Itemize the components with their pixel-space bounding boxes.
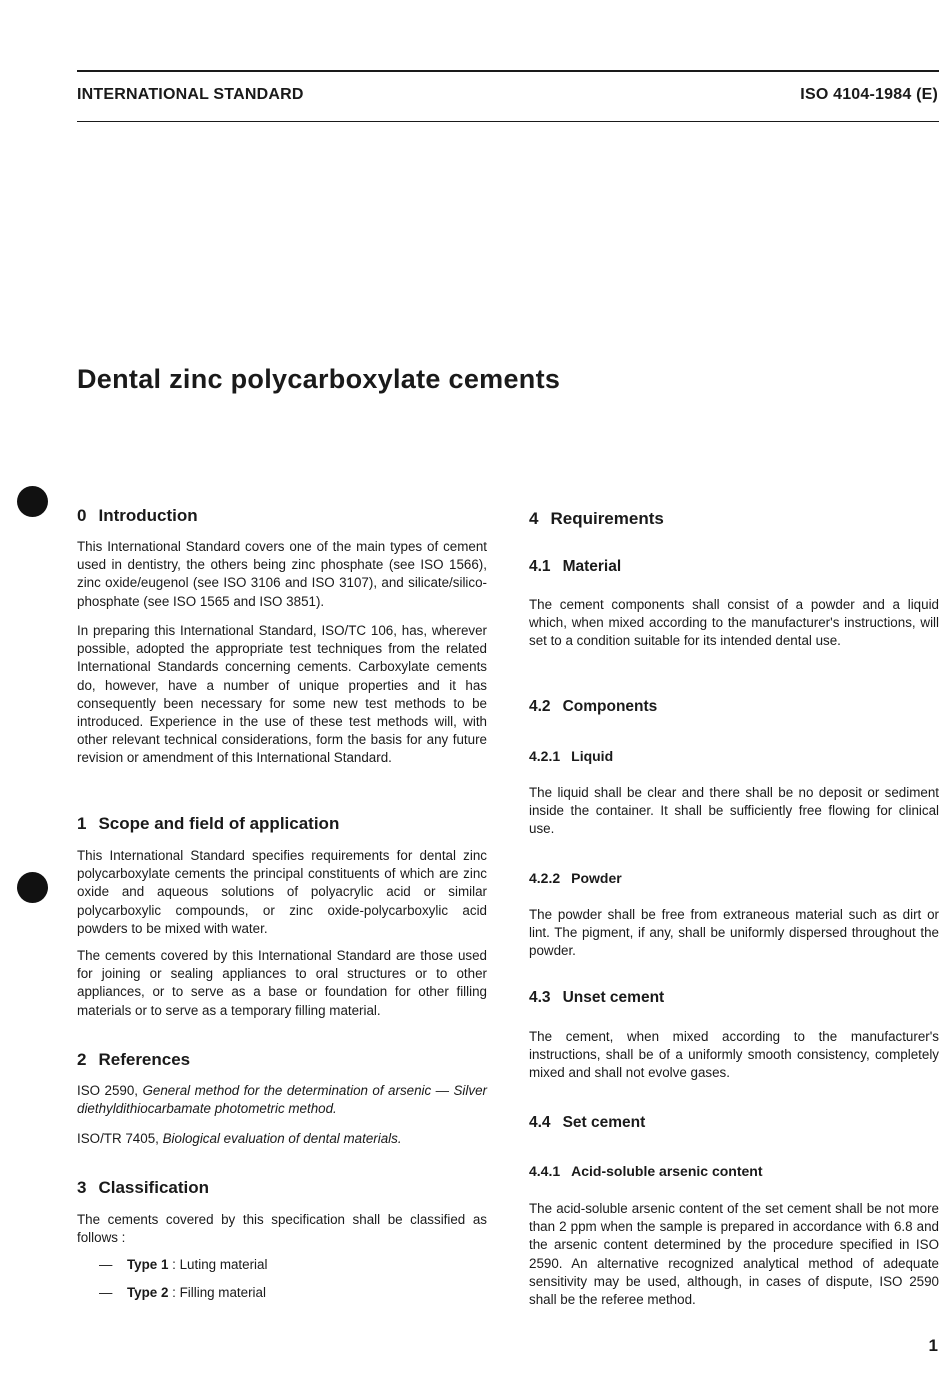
section-number: 1 bbox=[77, 814, 87, 833]
section-1-paragraph-2 bbox=[77, 947, 487, 1020]
section-4-4-1-heading bbox=[529, 1163, 939, 1179]
punch-hole-mark bbox=[17, 872, 48, 903]
section-number: 3 bbox=[77, 1178, 87, 1197]
section-number: 0 bbox=[77, 506, 87, 525]
paragraph-text: The cement, when mixed according to the manufacturer's instructions, shall be of a uniformly smooth consistency, completely mixed and shall not evolve gases. bbox=[529, 1029, 939, 1081]
document-title: Dental zinc polycarboxylate cements bbox=[77, 364, 561, 394]
section-title: Acid-soluble arsenic content bbox=[571, 1163, 763, 1179]
section-title: Components bbox=[562, 698, 658, 715]
type-label: Type 2 bbox=[127, 1285, 169, 1300]
header-top-rule bbox=[77, 70, 939, 72]
reference-title: General method for the determination of arsenic — Silver diethyldithiocarbamate photometric method. bbox=[77, 1083, 487, 1117]
section-4-3-paragraph bbox=[529, 1028, 939, 1083]
section-4-2-1-paragraph bbox=[529, 784, 939, 839]
paragraph-text: The cements covered by this International Standard are those used for joining or sealing appliances to oral structures or to other appliances, or to serve as a base or foundation for other filling materials or to serve as a temporary filling material. bbox=[77, 948, 487, 1018]
section-0-paragraph-2 bbox=[77, 622, 487, 768]
header-bottom-rule bbox=[77, 121, 939, 122]
section-4-4-heading bbox=[529, 1114, 939, 1132]
reference-iso-2590 bbox=[77, 1082, 487, 1118]
section-4-heading bbox=[529, 509, 939, 529]
section-title: Introduction bbox=[98, 506, 198, 525]
section-number: 4.2.1 bbox=[529, 748, 561, 764]
section-4-2-heading bbox=[529, 698, 939, 716]
section-4-1-heading bbox=[529, 558, 939, 576]
section-number: 4.2.2 bbox=[529, 870, 561, 886]
section-number: 4.2 bbox=[529, 698, 551, 715]
section-title: Liquid bbox=[571, 748, 614, 764]
section-number: 4.1 bbox=[529, 558, 551, 575]
reference-code: ISO 2590, bbox=[77, 1083, 139, 1098]
paragraph-text: In preparing this International Standard, ISO/TC 106, has, wherever possible, adopted the appropriate test techniques from the related International Standards concerning cements. Carboxylate cements do, however, have a number of unique properties and it has consequently been necessary for some new test methods to be introduced. Experience in the use of these test methods will, with other relevant technical considerations, form the basis for any future revision or amendment of this International Standard. bbox=[77, 623, 487, 766]
page-number: 1 bbox=[928, 1336, 938, 1355]
paragraph-text: The acid-soluble arsenic content of the set cement shall be not more than 2 ppm when the sample is prepared in accordance with 6.8 and the arsenic content determined by the procedure specified in ISO 2590. An alternative recognized analytical method of adequate sensitivity may be used, although, in cases of dispute, ISO 2590 shall be the referee method. bbox=[529, 1201, 939, 1308]
section-3-heading bbox=[77, 1178, 487, 1198]
section-0-paragraph-1 bbox=[77, 538, 487, 611]
section-number: 2 bbox=[77, 1050, 87, 1069]
section-title: Set cement bbox=[562, 1114, 646, 1131]
reference-code: ISO/TR 7405, bbox=[77, 1131, 159, 1146]
list-item bbox=[99, 1257, 267, 1272]
section-number: 4.3 bbox=[529, 989, 551, 1006]
section-4-4-1-paragraph bbox=[529, 1200, 939, 1309]
type-separator: : bbox=[168, 1285, 180, 1300]
section-4-2-1-heading bbox=[529, 748, 939, 764]
section-title: Scope and field of application bbox=[98, 814, 340, 833]
list-dash: — bbox=[99, 1257, 113, 1272]
section-number: 4.4 bbox=[529, 1114, 551, 1131]
type-separator: : bbox=[168, 1257, 180, 1272]
section-title: Material bbox=[562, 558, 622, 575]
section-4-3-heading bbox=[529, 989, 939, 1007]
section-title: Requirements bbox=[550, 509, 664, 528]
section-1-paragraph-1 bbox=[77, 847, 487, 938]
section-4-1-paragraph bbox=[529, 596, 939, 651]
section-3-paragraph-1 bbox=[77, 1211, 487, 1247]
reference-title: Biological evaluation of dental materials. bbox=[162, 1131, 402, 1146]
section-number: 4 bbox=[529, 509, 539, 528]
section-number: 4.4.1 bbox=[529, 1163, 561, 1179]
section-title: Unset cement bbox=[562, 989, 665, 1006]
header-standard-number: ISO 4104-1984 (E) bbox=[800, 86, 938, 103]
section-title: References bbox=[98, 1050, 191, 1069]
paragraph-text: This International Standard covers one of the main types of cement used in dentistry, the others being zinc phosphate (see ISO 1566), zinc oxide/eugenol (see ISO 3106 and ISO 3107), and silicate/silico-phosphate (see ISO 1565 and ISO 3851). bbox=[77, 539, 487, 609]
paragraph-text: This International Standard specifies requirements for dental zinc polycarboxylate cements the principal constituents of which are zinc oxide and aqueous solutions of polyacrylic acid or similar polycarboxylic compounds, or zinc oxide-polycarboxylic acid powders to be mixed with water. bbox=[77, 848, 487, 936]
list-item bbox=[99, 1285, 266, 1300]
reference-iso-tr-7405 bbox=[77, 1130, 487, 1148]
header-standard-type: INTERNATIONAL STANDARD bbox=[77, 86, 304, 103]
section-4-2-2-heading bbox=[529, 870, 939, 886]
section-2-heading bbox=[77, 1050, 487, 1070]
list-dash: — bbox=[99, 1285, 113, 1300]
type-label: Type 1 bbox=[127, 1257, 169, 1272]
punch-hole-mark bbox=[17, 486, 48, 517]
section-1-heading bbox=[77, 814, 487, 834]
section-title: Powder bbox=[571, 870, 622, 886]
section-4-2-2-paragraph bbox=[529, 906, 939, 961]
paragraph-text: The cements covered by this specification shall be classified as follows : bbox=[77, 1212, 487, 1246]
paragraph-text: The cement components shall consist of a powder and a liquid which, when mixed according to the manufacturer's instructions, will set to a condition suitable for its intended dental use. bbox=[529, 597, 939, 649]
type-description: Filling material bbox=[179, 1285, 266, 1300]
paragraph-text: The powder shall be free from extraneous material such as dirt or lint. The pigment, if any, shall be uniformly dispersed throughout the powder. bbox=[529, 907, 939, 959]
section-0-heading bbox=[77, 506, 487, 526]
section-title: Classification bbox=[98, 1178, 210, 1197]
type-description: Luting material bbox=[179, 1257, 268, 1272]
paragraph-text: The liquid shall be clear and there shall be no deposit or sediment inside the container. It shall be sufficiently free flowing for clinical use. bbox=[529, 785, 939, 837]
